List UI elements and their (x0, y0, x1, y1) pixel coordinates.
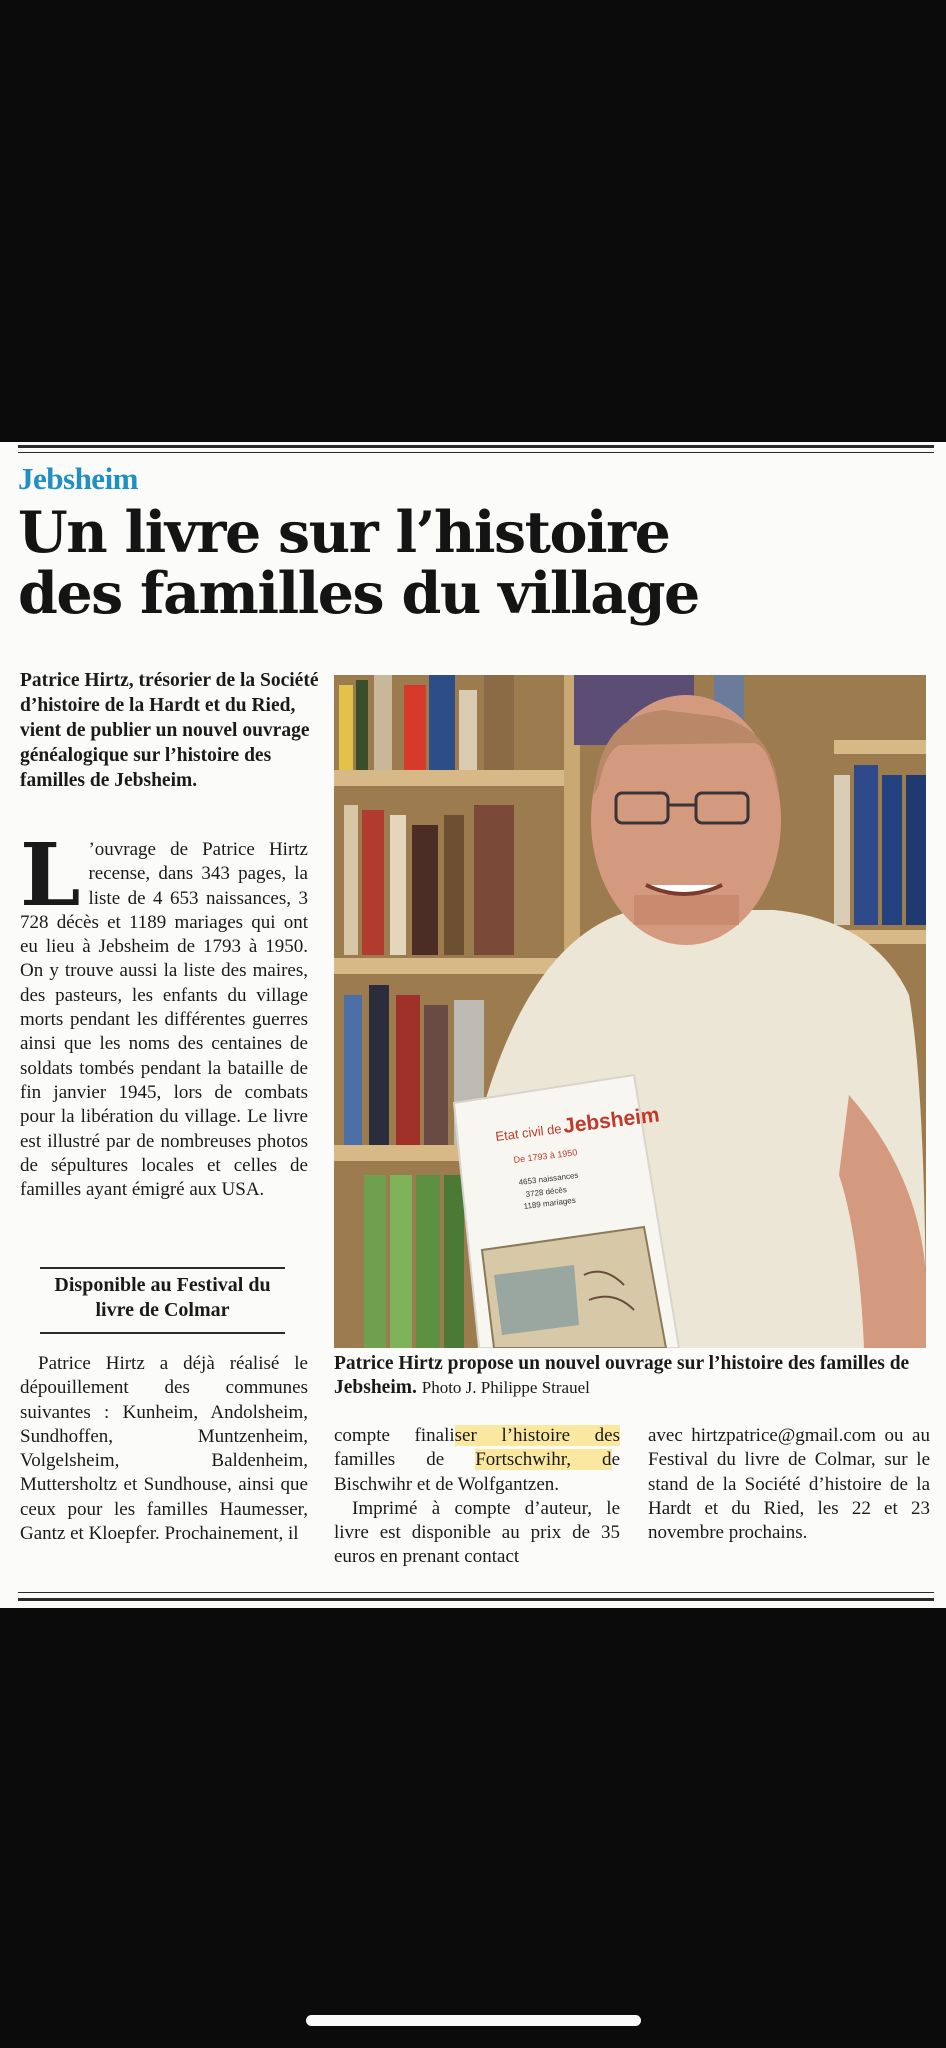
subhead: Disponible au Festival du livre de Colmar (54, 1274, 271, 1321)
lede-paragraph: Patrice Hirtz, trésorier de la Société d’histoire de la Hardt et du Ried, vient de publier un nouvel ouvrage généalogique sur l’histoire des familles de Jebsheim. (20, 670, 319, 791)
highlighted-text: ser l’histoire des (454, 1425, 620, 1446)
book-cover-icon (454, 1075, 679, 1348)
body-column-2 (334, 1424, 620, 1570)
body-paragraph-4: Imprimé à compte d’auteur, le livre est disponible au prix de 35 euros en prenant contact (334, 1497, 620, 1568)
book-stat-deaths: 3728 décès (525, 1185, 568, 1199)
headline-line-2: des familles du village (18, 560, 699, 627)
home-indicator-bar[interactable] (306, 2015, 641, 2026)
headline (18, 499, 918, 627)
book-stat-marriages: 1189 mariages (523, 1195, 577, 1211)
newspaper-clipping (0, 442, 946, 1608)
caption-text: Patrice Hirtz propose un nouvel ouvrage sur l’histoire des familles de Jebsheim. (334, 1353, 910, 1398)
headline-line-1: Un livre sur l’histoire (18, 499, 670, 566)
highlighted-text: Fortschwihr, d (475, 1449, 612, 1471)
text-segment: e Bischwihr et de Wolfgantzen. (334, 1449, 620, 1495)
section-kicker: Jebsheim (18, 461, 138, 496)
dropcap: L (20, 825, 81, 926)
bottom-rule-thin (18, 1592, 934, 1593)
article-photo (334, 675, 926, 1348)
top-rule-thick (18, 445, 934, 448)
body-paragraph-3 (334, 1424, 620, 1497)
bottom-rule-thick (18, 1598, 934, 1601)
body-paragraph-2: Patrice Hirtz a déjà réalisé le dépouillement des communes suivantes : Kunheim, Andolsheim, Sundhoffen, Muntzenheim, Volgelsheim, Baldenheim, Muttersholtz et Sundhouse, ainsi que ceux pour les familles Haumesser, Gantz et Kloepfer. Prochainement, il (20, 1353, 308, 1545)
top-rule-thin (18, 452, 934, 453)
book-stat-births: 4653 naissances (518, 1170, 579, 1187)
book-title-prefix: Etat civil de (494, 1120, 563, 1144)
body-paragraph-5: avec hirtzpatrice@gmail.com ou au Festival du livre de Colmar, sur le stand de la Société d’histoire de la Hardt et du Ried, les 22 et 23 novembre prochains. (648, 1425, 930, 1544)
book-dates: De 1793 à 1950 (513, 1147, 578, 1165)
photo-caption (334, 1352, 926, 1400)
body-paragraph-1-text: ’ouvrage de Patrice Hirtz recense, dans 343 pages, la liste de 4 653 naissances, 3 728 décès et 1189 mariages qui ont eu lieu à Jebsheim de 1793 à 1950. On y trouve aussi la liste des maires, des pasteurs, les enfants du village morts pendant les différentes guerres ainsi que les noms des centaines de soldats tombés pendant la bataille de fin janvier 1945, lors de combats pour la libération du village. Le livre est illustré par de nombreuses photos de sépultures locales et celles de familles ayant émigré aux USA. (20, 839, 308, 1201)
photo-credit: Photo J. Philippe Strauel (421, 1378, 590, 1397)
book-title: Jebsheim (561, 1103, 661, 1138)
body-paragraph-1 (20, 825, 308, 1202)
text-segment: familles de (334, 1449, 476, 1471)
text-segment: compte finali (334, 1425, 455, 1446)
